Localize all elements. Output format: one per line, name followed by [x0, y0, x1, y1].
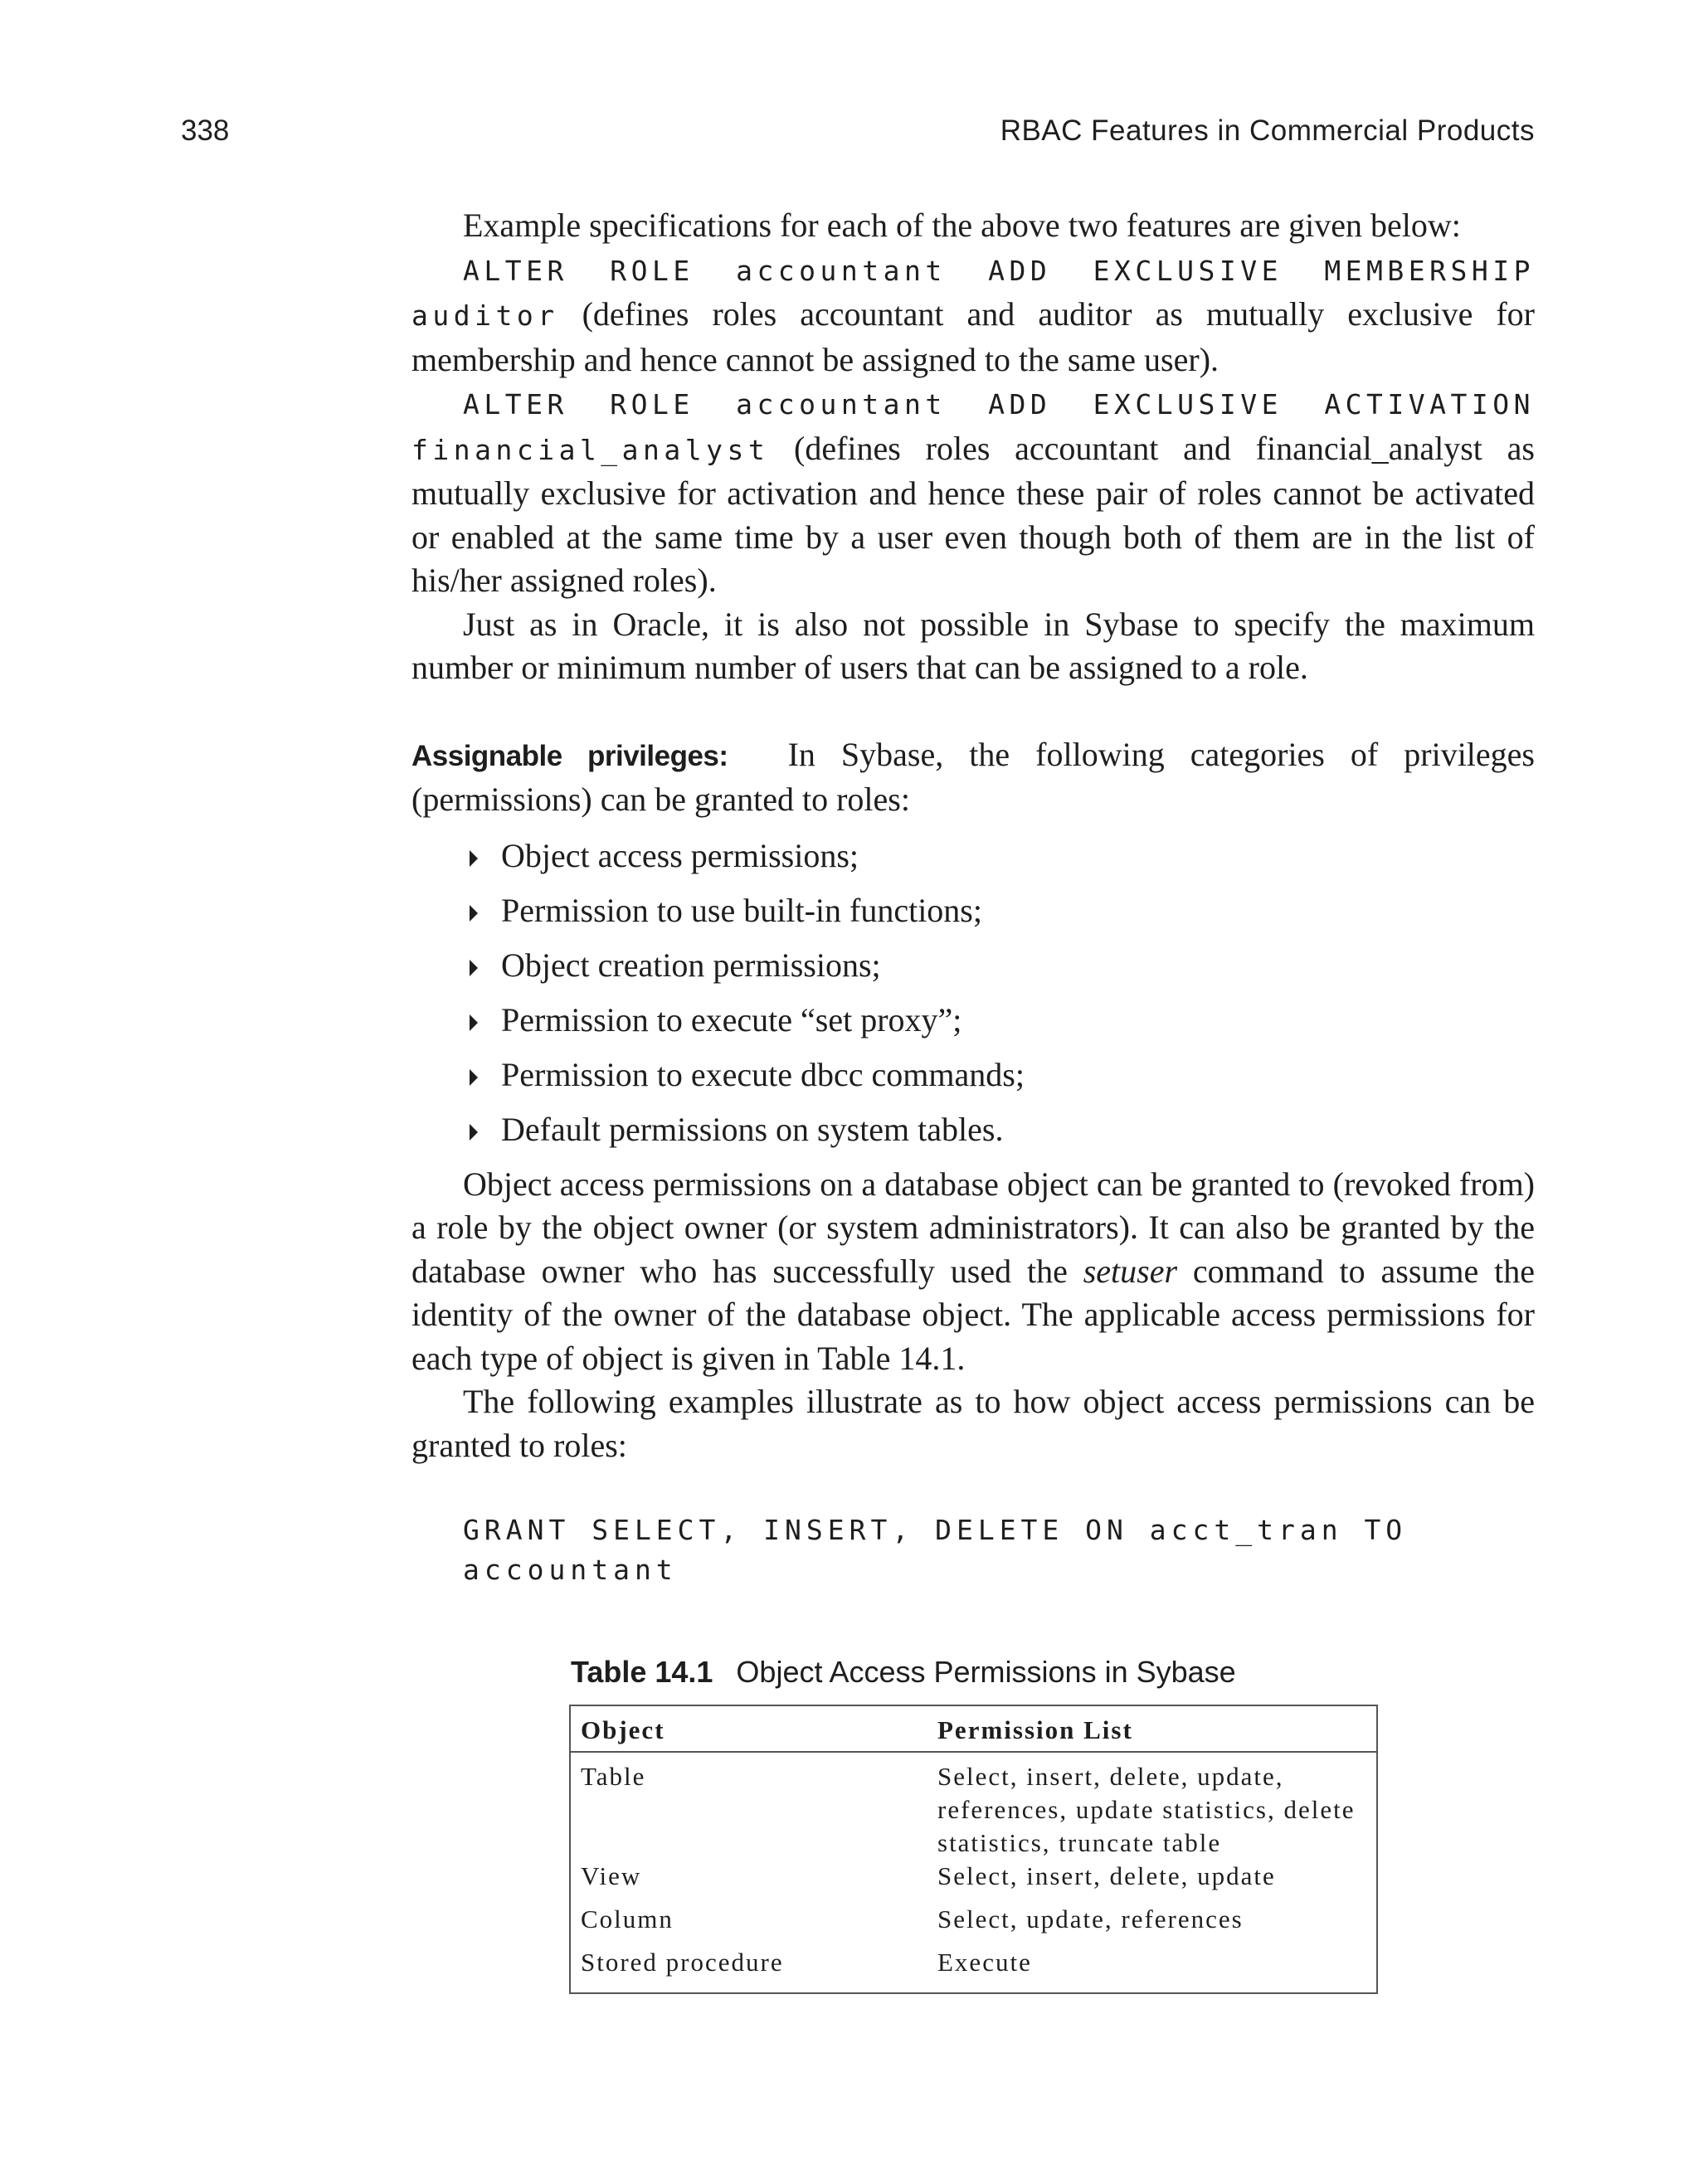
table-cell-permissions: Select, update, references — [937, 1904, 1244, 1933]
grant-code-block: GRANT SELECT, INSERT, DELETE ON acct_tran TO accountant — [463, 1514, 1408, 1586]
table-row — [570, 1903, 1377, 1946]
paragraph-intro: Example specifications for each of the above two features are given below: — [463, 207, 1461, 244]
table-cell-object: Column — [581, 1904, 674, 1933]
table-cell-permissions: Select, insert, delete, update — [937, 1861, 1276, 1890]
column-header-permission-list: Permission List — [927, 1705, 1377, 1752]
inline-code-membership: ALTER ROLE accountant ADD EXCLUSIVE MEMBERSHIP auditor — [411, 254, 1535, 332]
setuser-term: setuser — [1083, 1252, 1178, 1290]
bullet-icon — [470, 850, 478, 867]
paragraph-exclusive-activation — [411, 382, 1535, 603]
section-label: Assignable privileges: — [411, 739, 728, 772]
table-row — [570, 1752, 1377, 1860]
section-assignable-privileges — [411, 733, 1535, 822]
running-title: RBAC Features in Commercial Products — [1000, 114, 1535, 147]
page-body — [411, 204, 1535, 1590]
table-caption — [571, 1655, 1236, 1690]
table-header-row — [570, 1705, 1377, 1752]
table-cell-object: Stored procedure — [581, 1948, 784, 1977]
bullet-icon — [470, 1069, 478, 1086]
table-row — [570, 1860, 1377, 1903]
permissions-table — [569, 1705, 1378, 1994]
inline-code-activation: ALTER ROLE accountant ADD EXCLUSIVE ACTIVATION financial_analyst — [411, 388, 1535, 466]
table-cell-permissions: Execute — [937, 1948, 1032, 1977]
paragraph-oracle-comparison: Just as in Oracle, it is also not possible in Sybase to specify the maximum number or minimum number of users that can be assigned to a role. — [411, 605, 1535, 686]
bullet-icon — [470, 1014, 478, 1031]
list-item: Permission to use built-in functions; — [463, 889, 1535, 944]
bullet-icon — [470, 905, 478, 922]
list-item: Permission to execute dbcc commands; — [463, 1053, 1535, 1108]
table-cell-object: View — [581, 1861, 642, 1890]
column-header-object: Object — [570, 1705, 927, 1752]
section-intro-text: In Sybase, the following categories of privileges (permissions) can be granted to roles: — [411, 735, 1535, 818]
table-caption-label: Table 14.1 — [571, 1655, 713, 1689]
list-item: Default permissions on system tables. — [463, 1108, 1535, 1163]
paragraph-exclusive-membership — [411, 248, 1535, 382]
table-row — [570, 1946, 1377, 1993]
bullet-icon — [470, 1124, 478, 1141]
page-header — [181, 114, 1535, 156]
bullet-icon — [470, 960, 478, 976]
page-number: 338 — [181, 114, 230, 147]
list-item: Permission to execute “set proxy”; — [463, 999, 1535, 1053]
list-item: Object creation permissions; — [463, 944, 1535, 999]
table-cell-object: Table — [581, 1762, 646, 1791]
privilege-list — [411, 834, 1535, 1163]
paragraph-activation-text: (defines roles accountant and financial_analyst as mutually exclusive for activation and hence these pair of roles cannot be activated or enabled at the same time by a user even though both of them are in the list of his/her assigned roles). — [411, 429, 1535, 599]
paragraph-examples-intro: The following examples illustrate as to how object access permissions can be granted to roles: — [411, 1383, 1535, 1464]
paragraph-membership-text: (defines roles accountant and auditor as mutually exclusive for membership and hence cannot be assigned to the same user). — [411, 295, 1535, 378]
table-caption-title: Object Access Permissions in Sybase — [736, 1655, 1236, 1689]
list-item: Object access permissions; — [463, 834, 1535, 889]
table-cell-permissions: Select, insert, delete, update, references, update statistics, delete statistics, truncate table — [937, 1762, 1356, 1857]
paragraph-object-access: Object access permissions on a database object can be granted to (revoked from) a role by the object owner (or system administrators). It can also be granted by the database owner who has successfully used the setuser command to assume the identity of the owner of the database object. The applicable access permissions for each type of object is given in Table 14.1. — [411, 1165, 1536, 1377]
